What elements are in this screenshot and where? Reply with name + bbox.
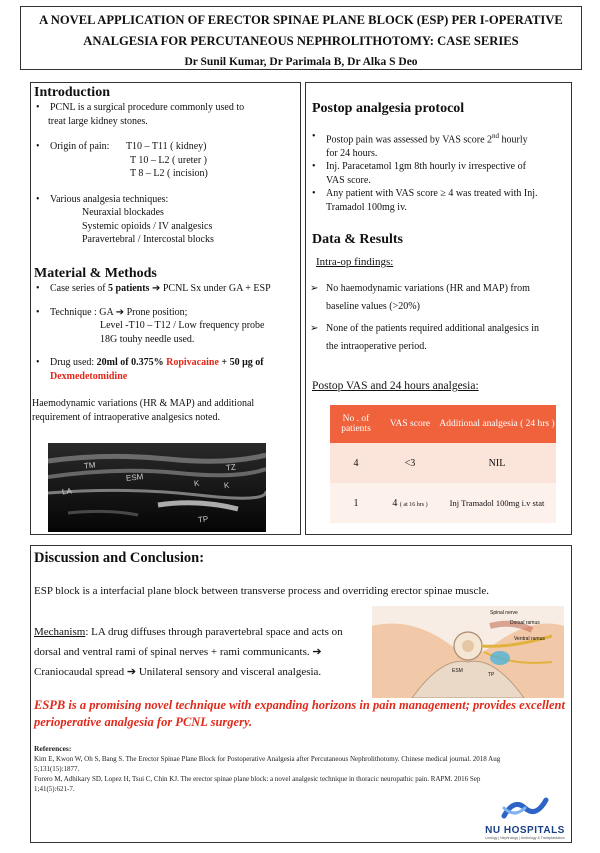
table-row	[330, 483, 556, 523]
anatomy-label-ventral: Ventral ramus	[514, 636, 545, 642]
results-content	[310, 280, 572, 356]
technique-label: Technique : GA	[50, 306, 116, 318]
anatomy-label-spinal-nerve: Spinal nerve	[490, 610, 518, 616]
list-item	[34, 282, 300, 296]
arrow-icon: ➔	[312, 646, 322, 658]
finding-1-line2: baseline values (>20%)	[326, 301, 420, 312]
hemo-line2: requirement of intraoperative analgesics noted.	[32, 411, 220, 423]
postop-b2-line2: VAS score.	[326, 174, 371, 186]
cell-analgesia: NIL	[438, 443, 556, 483]
technique-level: Level -T10 – T12 / Low frequency probe	[100, 320, 265, 331]
us-label-la: LA	[61, 486, 73, 497]
anatomy-label-esm: ESM	[452, 668, 463, 674]
logo-name: NU HOSPITALS	[485, 825, 565, 836]
origin-kidney: T10 – T11 ( kidney)	[125, 141, 207, 152]
reference-2-line2: 1;41(5):621-7.	[34, 785, 75, 793]
vas-table	[330, 405, 556, 523]
col-patients: No . of patients	[330, 405, 382, 443]
pcnl-text: PCNL is a surgical procedure commonly used to	[50, 102, 245, 113]
us-label-esm: ESM	[125, 472, 144, 483]
logo-tagline: Urology | Nephrology | Andrology & Transplantation	[485, 836, 565, 840]
ultrasound-graphic	[48, 443, 266, 532]
postop-b1-sup: nd	[492, 132, 500, 140]
arrow-icon: ➔	[126, 666, 137, 678]
us-label-k2: K	[223, 480, 230, 491]
technique-needle: 18G touhy needle used.	[100, 333, 195, 345]
postop-b1: Postop pain was assessed by VAS score 2	[326, 134, 493, 146]
reference-1-line2: 5;131(15):1877.	[34, 765, 80, 773]
case-post: PCNL Sx under GA + ESP	[160, 283, 271, 294]
finding-2-line2: the intraoperative period.	[326, 341, 427, 352]
drug-label: Drug used:	[50, 357, 97, 368]
conclusion-line2: perioperative analgesia for PCNL surgery.	[34, 715, 253, 729]
us-label-tz: TZ	[225, 462, 237, 473]
nu-hospitals-logo	[480, 796, 570, 844]
conclusion-line1: ESPB is a promising novel technique with expanding horizons in pain management; provides excellent	[34, 698, 565, 712]
intraop-label: Intra-op findings:	[316, 256, 394, 268]
table-header-row	[330, 405, 556, 443]
postop-b3-line2: Tramadol 100mg iv.	[326, 201, 407, 213]
arrow-icon: ➔	[115, 306, 125, 318]
mechanism-line1: : LA drug diffuses through paravertebral space and acts on	[85, 626, 343, 638]
hemo-text	[32, 397, 300, 424]
postop-b1-line2: for 24 hours.	[326, 147, 378, 159]
origin-incision: T 8 – L2 ( incision)	[130, 168, 208, 179]
cell-vas-note: ( at 16 hrs )	[399, 501, 428, 508]
postop-b1-post: hourly	[499, 134, 528, 146]
authors: Dr Sunil Kumar, Dr Parimala B, Dr Alka S Deo	[184, 56, 418, 68]
anatomy-label-tp: TP	[488, 672, 495, 678]
postop-content	[310, 130, 572, 214]
conclusion-text	[34, 697, 570, 731]
list-item	[310, 187, 572, 214]
case-pre: Case series of	[50, 283, 109, 294]
mechanism-label: Mechanism	[34, 626, 86, 638]
mechanism-text	[34, 622, 374, 682]
cell-vas: <3	[382, 443, 438, 483]
nu-logo-icon	[500, 796, 550, 820]
reference-2: Forero M, Adhikary SD, Lopez H, Tsui C, Chin KJ. The erector spinae plane block: a novel analgesic technique in thoracic neuropathic pain. RAPM. 2016 Sep	[34, 775, 481, 783]
mechanism-line3b: Unilateral sensory and visceral analgesia.	[136, 666, 322, 678]
cell-patients: 1	[330, 483, 382, 523]
drug-ropivacaine: Ropivacaine	[166, 357, 219, 368]
col-analgesia: Additional analgesia ( 24 hrs )	[438, 405, 556, 443]
postop-b3: Any patient with VAS score ≥ 4 was treated with Inj.	[326, 188, 538, 200]
origin-ureter: T 10 – L2 ( ureter )	[130, 154, 208, 166]
case-count: 5 patients	[108, 283, 150, 294]
ultrasound-image	[48, 443, 266, 532]
results-heading: Data & Results	[312, 232, 403, 247]
techniques-label: Various analgesia techniques:	[50, 193, 169, 205]
cell-analgesia: Inj Tramadol 100mg i.v stat	[438, 483, 556, 523]
drug-dexmedetomidine: Dexmedetomidine	[50, 370, 128, 382]
references-heading: References:	[34, 744, 72, 753]
list-item	[34, 356, 300, 383]
drug-plus: + 50 μg of	[218, 357, 264, 368]
anatomy-diagram	[372, 606, 564, 698]
list-item	[34, 193, 299, 247]
references	[34, 744, 570, 794]
drug-dose: 20ml of 0.375%	[96, 357, 167, 368]
finding-2: None of the patients required additional analgesics in	[326, 323, 539, 334]
anatomy-label-dorsal: Dorsal ramus	[510, 620, 540, 626]
cell-patients: 4	[330, 443, 382, 483]
introduction-heading: Introduction	[34, 85, 110, 100]
methods-heading: Material & Methods	[34, 266, 157, 281]
technique-paravertebral: Paravertebral / Intercostal blocks	[82, 234, 214, 245]
esp-text: ESP block is a interfacial plane block between transverse process and overriding erector spinae muscle.	[34, 585, 490, 597]
poster-title-line2: ANALGESIA FOR PERCUTANEOUS NEPHROLITHOTOMY: CASE SERIES	[83, 34, 519, 48]
cell-vas	[382, 483, 438, 523]
origin-label: Origin of pain:	[50, 141, 110, 152]
us-label-k1: K	[193, 478, 200, 489]
mechanism-line2: dorsal and ventral rami of spinal nerves + rami communicants.	[34, 646, 313, 658]
introduction-content	[34, 101, 299, 247]
col-vas: VAS score	[382, 405, 438, 443]
list-item	[310, 280, 572, 316]
list-item	[34, 140, 299, 181]
methods-content	[34, 282, 300, 424]
technique-position: Prone position;	[124, 306, 188, 318]
list-item	[34, 101, 299, 128]
title-box	[20, 6, 582, 70]
vas-title: Postop VAS and 24 hours analgesia:	[312, 380, 479, 392]
list-item	[34, 306, 300, 347]
pcnl-text-2: treat large kidney stones.	[48, 115, 148, 127]
introduction-list	[34, 101, 299, 128]
us-label-tp: TP	[197, 514, 209, 525]
technique-neuraxial: Neuraxial blockades	[82, 207, 164, 218]
us-label-tm: TM	[83, 460, 97, 471]
hemo-line1: Haemodynamic variations (HR & MAP) and additional	[32, 398, 255, 409]
finding-1: No haemodynamic variations (HR and MAP) from	[326, 283, 530, 294]
poster-title-line1: A NOVEL APPLICATION OF ERECTOR SPINAE PLANE BLOCK (ESP) PER I-OPERATIVE	[39, 13, 563, 27]
discussion-heading: Discussion and Conclusion:	[34, 550, 205, 566]
mechanism-line3: Craniocaudal spread	[34, 666, 127, 678]
postop-heading: Postop analgesia protocol	[312, 101, 465, 116]
arrow-icon: ➔	[151, 283, 161, 294]
table-row	[330, 443, 556, 483]
list-item	[310, 130, 572, 160]
postop-b2: Inj. Paracetamol 1gm 8th hourly iv irrespective of	[326, 161, 526, 173]
list-item	[310, 160, 572, 187]
list-item	[310, 320, 572, 356]
technique-systemic: Systemic opioids / IV analgesics	[82, 220, 213, 232]
cell-vas-value: 4	[392, 497, 398, 509]
reference-1: Kim E, Kwon W, Oh S, Bang S. The Erector Spinae Plane Block for Postoperative Analgesia after Percutaneous Nephrolithotomy. Chinese medical journal. 2018 Aug	[34, 755, 501, 763]
